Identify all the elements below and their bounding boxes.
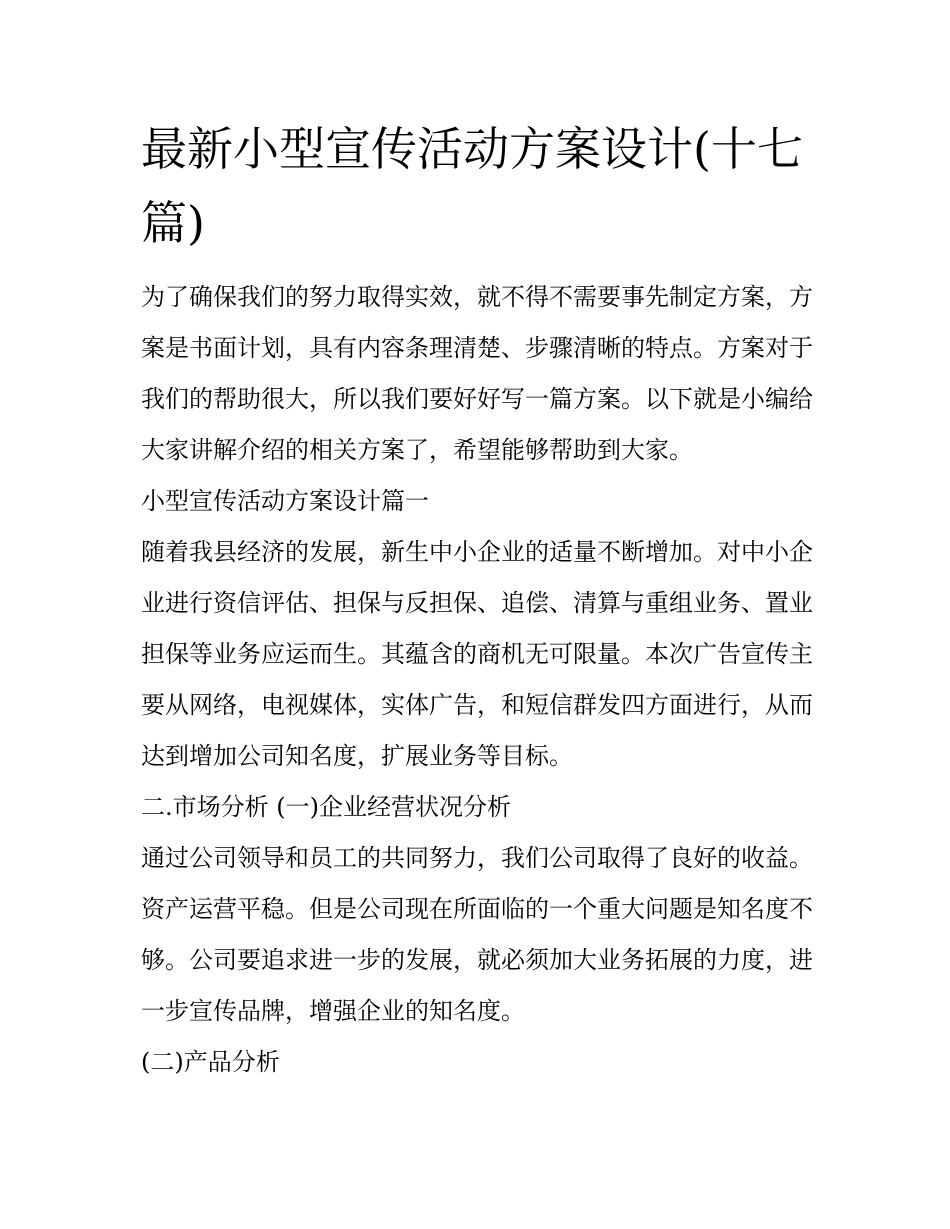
business-status-paragraph: 通过公司领导和员工的共同努力，我们公司取得了良好的收益。资产运营平稳。但是公司现在所面临的一个重大问题是知名度不够。公司要追求进一步的发展，就必须加大业务拓展的力度，进一步宣传品牌，增强企业的知名度。 xyxy=(141,844,813,1025)
background-paragraph: 随着我县经济的发展，新生中小企业的适量不断增加。对中小企业进行资信评估、担保与反担保、追偿、清算与重组业务、置业担保等业务应运而生。其蕴含的商机无可限量。本次广告宣传主要从网络，电视媒体，实体广告，和短信群发四方面进行，从而达到增加公司知名度，扩展业务等目标。 xyxy=(141,538,813,770)
section-heading-market-analysis: 二.市场分析 (一)企业经营状况分析 xyxy=(141,793,511,821)
intro-paragraph: 为了确保我们的努力取得实效，就不得不需要事先制定方案，方案是书面计划，具有内容条理清楚、步骤清晰的特点。方案对于我们的帮助很大，所以我们要好好写一篇方案。以下就是小编给大家讲解介绍的相关方案了，希望能够帮助到大家。 xyxy=(141,283,813,464)
section-heading-product-analysis: (二)产品分析 xyxy=(141,1048,280,1076)
document-title: 最新小型宣传活动方案设计(十七篇) xyxy=(141,122,803,250)
document-page xyxy=(141,112,813,1088)
document-body xyxy=(141,272,813,1088)
section-heading-part-one: 小型宣传活动方案设计篇一 xyxy=(141,487,429,515)
